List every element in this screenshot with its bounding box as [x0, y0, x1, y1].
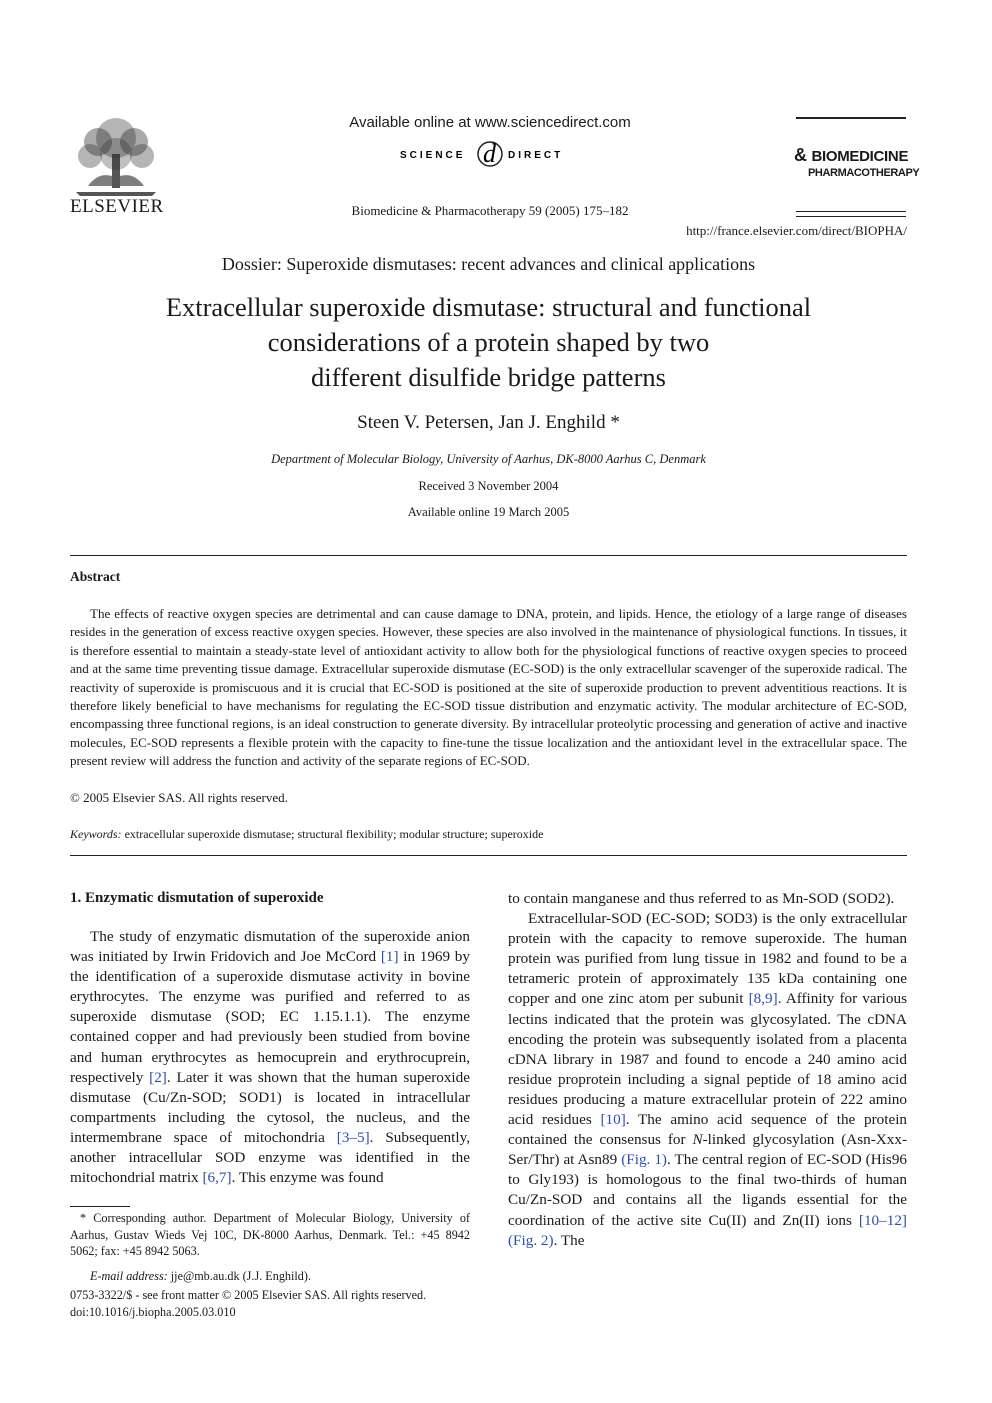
article-title [70, 290, 907, 395]
section1-paragraph-2: Extracellular-SOD (EC-SOD; SOD3) is the only extracellular protein with the capacity to remove superoxide. The human protein was purified from lung tissue in 1982 and found to be a tetrameric protein of approximately 135 kDa containing one copper and one zinc atom per subunit [8,9]. Affinity for various lectins indicated that the protein was glycosylated. The cDNA encoding the protein was subsequently isolated from a placenta cDNA library in 1987 and found to encode a 240 amino acid residue proprotein including a signal peptide of 18 amino acid residues producing a mature extracellular protein of 222 amino acid residues [10]. The amino acid sequence of the protein contained the consensus for N-linked glycosylation (Asn-Xxx-Ser/Thr) at Asn89 (Fig. 1). The central region of EC-SOD (His96 to Gly193) is homologous to the final two-thirds of human Cu/Zn-SOD and contains all the ligands essential for the coordination of the active site Cu(II) and Zn(II) ions [10–12] (Fig. 2). The [508, 910, 908, 1249]
ref-8-9-link[interactable]: [8,9] [748, 990, 778, 1008]
section-heading: 1. Enzymatic dismutation of superoxide [70, 890, 324, 906]
abstract-copyright: © 2005 Elsevier SAS. All rights reserved. [70, 790, 288, 805]
email-address[interactable]: jje@mb.au.dk (J.J. Enghild). [167, 1268, 311, 1283]
ref-2-link[interactable]: [2] [149, 1068, 167, 1086]
email-note [70, 1268, 470, 1285]
abstract-paragraph: The effects of reactive oxygen species are detrimental and can cause damage to DNA, protein, and lipids. Hence, the etiology of a large range of diseases resides in the generation of excess reactive oxygen species. However, these species are also involved in the maintenance of physiological functions. In tissues, it is therefore essential to maintain a steady-state level of antioxidant activity to allow both for the physiological functions of reactive oxygen species to proceed and at the same time preventing tissue damage. Extracellular superoxide dismutase (EC-SOD) is the only extracellular scavenger of the superoxide radical. The reactivity of superoxide is promiscuous and it is crucial that EC-SOD is positioned at the site of superoxide production to prevent adventitious reactions. It is therefore likely beneficial to have mechanisms for regulating the EC-SOD tissue distribution and enzymatic activity. The modular architecture of EC-SOD, encompassing three functional regions, is an ideal construction to generate diversity. By intracellular proteolytic processing and generation of active and inactive molecules, EC-SOD represents a flexible protein with the capacity to fine-tune the tissue localization and the antioxidant level in the extracellular space. The present review will address the function and activity of the separate regions of EC-SOD. [70, 606, 907, 769]
ref-10-12-link[interactable]: [10–12] [858, 1211, 907, 1229]
brand-ampersand: & [794, 145, 807, 165]
ref-3-5-link[interactable]: [3–5] [336, 1128, 370, 1146]
ref-1-link[interactable]: [1] [380, 948, 399, 966]
sd-left-text: SCIENCE [400, 150, 466, 161]
available-online-banner: Available online at www.sciencedirect.com [349, 114, 631, 131]
affiliation: Department of Molecular Biology, University of Aarhus, DK-8000 Aarhus C, Denmark [271, 452, 706, 466]
sciencedirect-logo [400, 136, 580, 176]
received-date: Received 3 November 2004 [418, 479, 559, 493]
journal-citation: Biomedicine & Pharmacotherapy 59 (2005) 175–182 [351, 203, 629, 218]
available-date: Available online 19 March 2005 [407, 505, 570, 519]
dossier-line: Dossier: Superoxide dismutases: recent advances and clinical applications [221, 254, 756, 274]
journal-brand [794, 145, 920, 181]
footnote-rule [70, 1206, 130, 1207]
keywords-label: Keywords: [70, 827, 122, 841]
brand-line-2: PHARMACOTHERAPY [808, 167, 920, 179]
keywords [70, 827, 543, 842]
issn-block [70, 1287, 426, 1321]
brand-line-1: BIOMEDICINE [811, 148, 909, 165]
abstract-heading: Abstract [70, 569, 121, 584]
keywords-list: extracellular superoxide dismutase; structural flexibility; modular structure; superoxide [124, 827, 544, 841]
ref-10-link[interactable]: [10] [600, 1111, 626, 1129]
abstract-top-rule [70, 555, 907, 556]
brand-top-rule [796, 117, 906, 119]
doi-line[interactable]: doi:10.1016/j.biopha.2005.03.010 [70, 1305, 236, 1319]
issn-line: 0753-3322/$ - see front matter © 2005 Elsevier SAS. All rights reserved. [70, 1288, 427, 1302]
abstract-body [70, 605, 907, 771]
brand-bottom-rule [796, 211, 906, 217]
fig-2-link[interactable]: (Fig. 2) [508, 1231, 554, 1249]
email-label: E-mail address: [90, 1268, 168, 1283]
title-line-2: considerations of a protein shaped by two [267, 327, 710, 357]
footnotes [70, 1210, 470, 1284]
ref-6-7-link[interactable]: [6,7] [202, 1169, 232, 1187]
fig-1-link[interactable]: (Fig. 1) [621, 1151, 667, 1169]
right-column [508, 889, 907, 1251]
left-column [70, 927, 470, 1188]
journal-url-link[interactable]: http://france.elsevier.com/direct/BIOPHA/ [686, 223, 907, 238]
title-line-3: different disulfide bridge patterns [311, 362, 666, 392]
sd-mark-text: d [483, 139, 496, 168]
publisher-name: ELSEVIER [70, 196, 164, 217]
authors: Steen V. Petersen, Jan J. Enghild * [357, 412, 620, 433]
sd-right-text: DIRECT [508, 150, 564, 161]
section1-paragraph-1-continued: to contain manganese and thus referred to as Mn-SOD (SOD2). [508, 890, 895, 907]
section1-paragraph-1: The study of enzymatic dismutation of the superoxide anion was initiated by Irwin Fridovich and Joe McCord [1] in 1969 by the identification of a superoxide dismutase activity in bovine erythrocytes. The enzyme was purified and referred to as superoxide dismutase (SOD; EC 1.15.1.1). The enzyme contained copper and had previously been studied from bovine and human erythrocytes as hemocuprein and erythrocuprein, respectively [2]. Later it was shown that the human superoxide dismutase (Cu/Zn-SOD; SOD1) is located in intracellular compartments including the cytosol, the nucleus, and the intermembrane space of mitochondria [3–5]. Subsequently, another intracellular SOD enzyme was identified in the mitochondrial matrix [6,7]. This enzyme was found [70, 928, 470, 1187]
corresponding-author-note: * Corresponding author. Department of Molecular Biology, University of Aarhus, Gustav Wieds Vej 10C, DK-8000 Aarhus, Denmark. Tel.: +45 8942 5062; fax: +45 8942 5063. [70, 1211, 470, 1259]
title-line-1: Extracellular superoxide dismutase: structural and functional [165, 292, 812, 322]
abstract-bottom-rule [70, 855, 907, 856]
